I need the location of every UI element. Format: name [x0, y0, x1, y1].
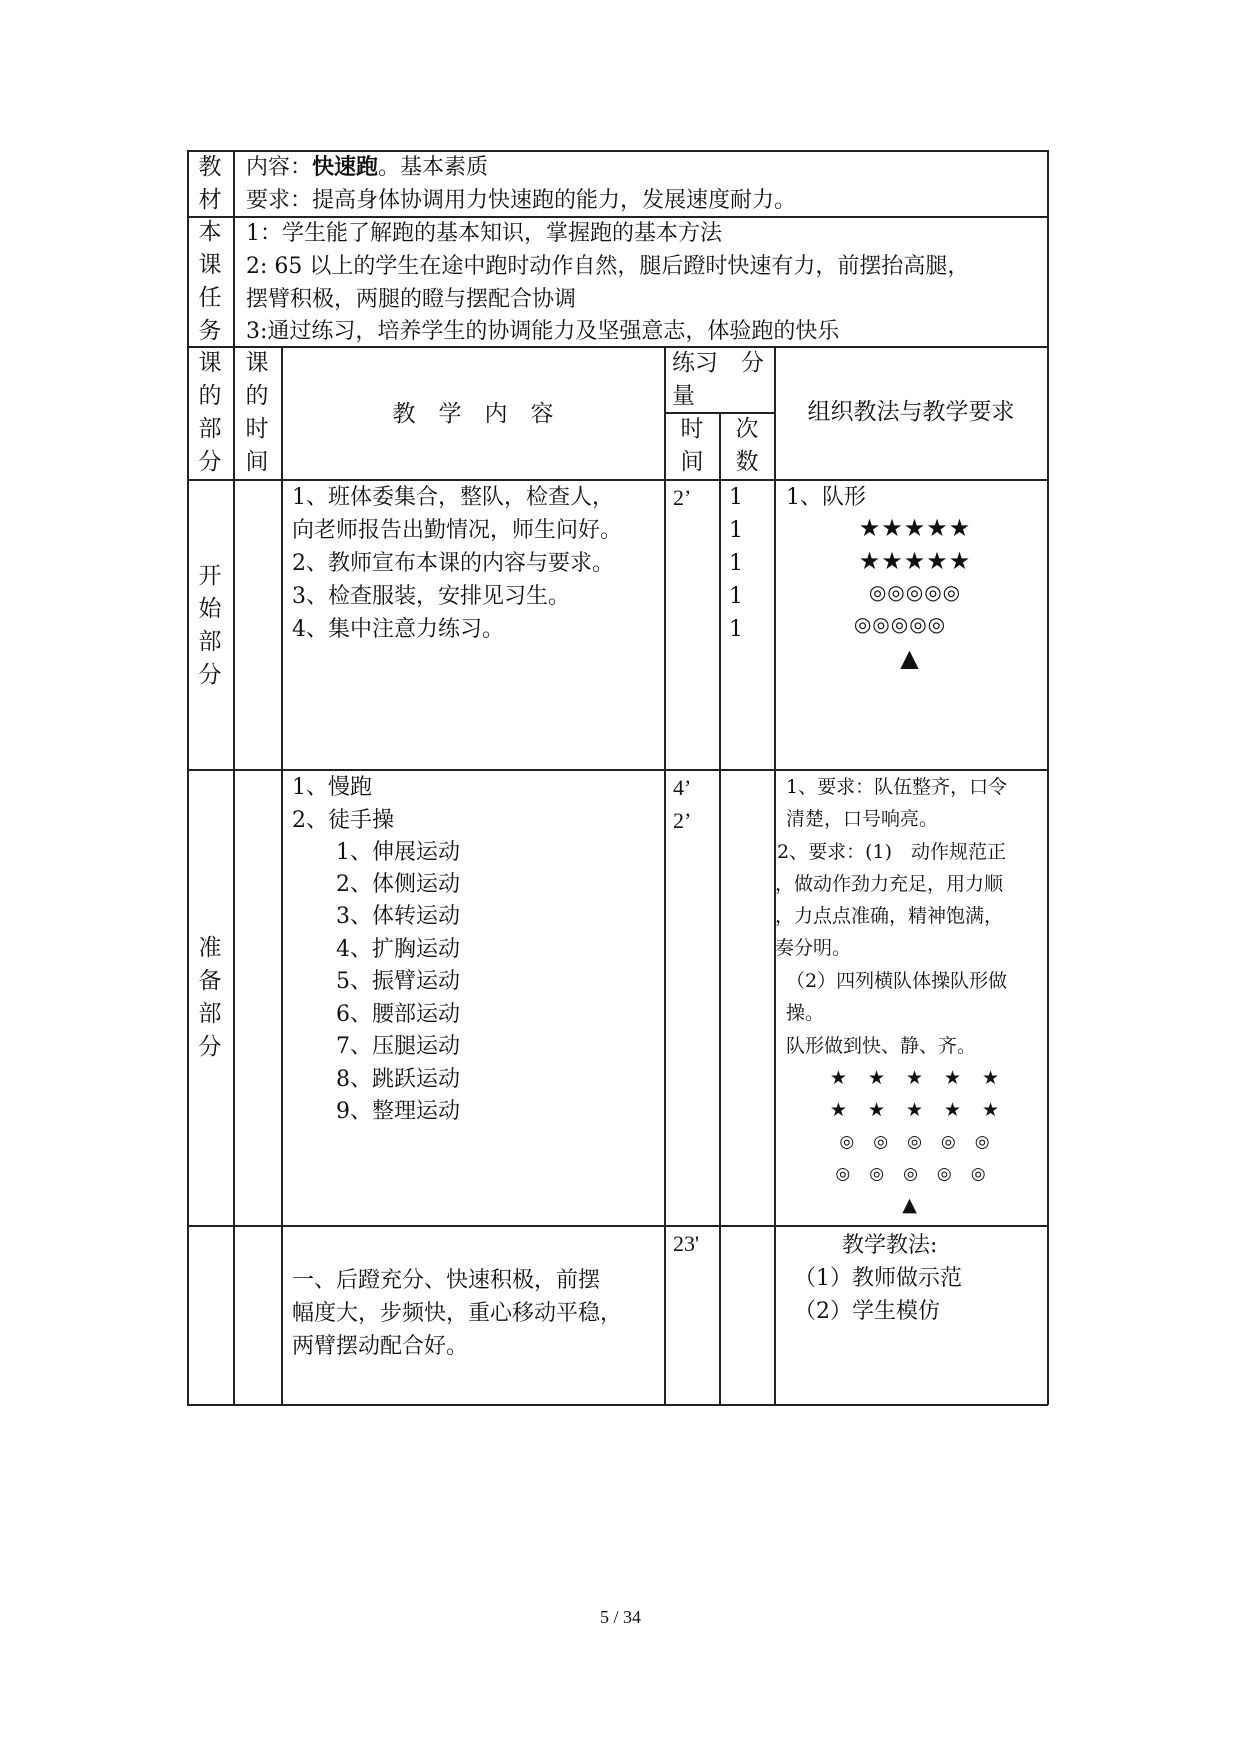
prep-content-line: 2、体侧运动	[336, 872, 460, 897]
start-count: 1	[729, 518, 743, 543]
table-border	[187, 1225, 1048, 1227]
prep-method-line: ，力点点准确，精神饱满，	[775, 905, 1004, 927]
task-item: 1：学生能了解跑的基本知识，掌握跑的基本方法	[246, 221, 722, 246]
formation-row: ◎ ◎ ◎ ◎ ◎	[835, 1164, 987, 1184]
start-count: 1	[729, 551, 743, 576]
start-content-line: 1、班体委集合，整队，检查人，	[292, 485, 614, 510]
main-time: 23'	[673, 1231, 699, 1256]
teacher-marker: ▲	[902, 1194, 918, 1216]
formation-row: ★ ★ ★ ★ ★	[829, 1099, 1001, 1121]
prep-content-line: 1、伸展运动	[336, 840, 460, 865]
table-border	[719, 412, 721, 1405]
prep-content-line: 6、腰部运动	[336, 1002, 460, 1027]
page-number: 5 / 34	[599, 1607, 641, 1627]
header-content: 教 学 内 容	[392, 401, 554, 427]
table-border	[1047, 150, 1049, 1405]
material-content	[246, 151, 488, 184]
start-content-line: 4、集中注意力练习。	[292, 617, 504, 642]
prep-method-line: 奏分明。	[775, 937, 852, 959]
header-load-text: 练习 分量	[672, 350, 764, 409]
prep-content-line: 3、体转运动	[336, 904, 460, 929]
formation-row: ★★★★★	[858, 514, 972, 542]
formation-row: ◎◎◎◎◎	[853, 612, 947, 636]
header-load-count	[727, 413, 767, 479]
material-content-suffix: 。基本素质	[378, 155, 489, 180]
header-load	[672, 347, 772, 413]
start-label	[190, 560, 230, 692]
tasks-label-text: 本课任务	[198, 219, 222, 344]
table-border	[664, 346, 666, 1405]
prep-method-line: ，做动作劲力充足，用力顺	[775, 873, 1004, 895]
prep-method-line: 操。	[786, 1002, 825, 1024]
table-border	[233, 150, 235, 1405]
main-method-line: （2）学生模仿	[794, 1299, 940, 1324]
main-content-line: 幅度大，步频快，重心移动平稳，	[292, 1301, 623, 1326]
tasks-label	[190, 216, 230, 348]
main-content-line: 一、后蹬充分、快速积极，前摆	[292, 1268, 601, 1293]
main-method-line: （1）教师做示范	[794, 1266, 962, 1291]
start-content-line: 2、教师宣布本课的内容与要求。	[292, 551, 614, 576]
material-content-bold: 快速跑	[312, 154, 379, 180]
formation-row: ★★★★★	[858, 547, 972, 575]
prep-method-line: 队形做到快、静、齐。	[786, 1035, 977, 1057]
prep-time: 4’	[673, 775, 692, 800]
start-count: 1	[729, 584, 743, 609]
prep-content-line: 4、扩胸运动	[336, 937, 460, 962]
start-label-text: 开始部分	[198, 563, 222, 688]
main-method-line: 教学教法:	[842, 1233, 938, 1258]
prep-label	[190, 932, 230, 1064]
table-border	[187, 1404, 1048, 1406]
task-item: 摆臂积极，两腿的瞪与摆配合协调	[246, 287, 577, 312]
prep-method-line: 1、要求：队伍整齐，口令	[786, 776, 1008, 798]
header-part-text: 课的部分	[198, 350, 222, 475]
prep-method-line: 清楚，口号响亮。	[786, 808, 939, 830]
task-item: 2: 65 以上的学生在途中跑时动作自然，腿后蹬时快速有力，前摆抬高腿，	[246, 254, 970, 279]
material-content-prefix: 内容：	[246, 155, 313, 180]
material-label	[190, 151, 230, 217]
start-time: 2’	[673, 485, 692, 510]
start-content-line: 3、检查服装，安排见习生。	[292, 584, 570, 609]
prep-time: 2’	[673, 808, 692, 833]
teacher-marker: ▲	[900, 644, 920, 672]
formation-row: ◎ ◎ ◎ ◎ ◎	[839, 1132, 991, 1152]
table-border	[187, 150, 189, 1405]
header-load-count-text: 次数	[735, 416, 759, 475]
header-method: 组织教法与教学要求	[807, 399, 1015, 425]
prep-content-line: 5、振臂运动	[336, 969, 460, 994]
header-load-time	[672, 413, 712, 479]
prep-content-line: 2、徒手操	[292, 808, 394, 833]
prep-content-line: 7、压腿运动	[336, 1034, 460, 1059]
main-content-line: 两臂摆动配合好。	[292, 1334, 469, 1359]
formation-row: ◎◎◎◎◎	[868, 580, 962, 604]
task-item: 3:通过练习，培养学生的协调能力及坚强意志，体验跑的快乐	[246, 319, 840, 344]
header-part	[190, 347, 230, 479]
header-time	[237, 347, 277, 479]
start-method-title: 1、队形	[786, 485, 866, 510]
prep-method-line: （2）四列横队体操队形做	[786, 970, 1008, 992]
table-border	[281, 346, 283, 1405]
prep-label-text: 准备部分	[198, 935, 222, 1060]
material-requirement: 要求：提高身体协调用力快速跑的能力，发展速度耐力。	[246, 188, 797, 213]
start-count: 1	[729, 617, 743, 642]
header-load-time-text: 时间	[680, 416, 704, 475]
start-count: 1	[729, 485, 743, 510]
formation-row: ★ ★ ★ ★ ★	[829, 1067, 1001, 1089]
material-label-text: 教材	[198, 154, 222, 213]
start-content-line: 向老师报告出勤情况，师生问好。	[292, 518, 623, 543]
prep-content-line: 1、慢跑	[292, 775, 372, 800]
prep-method-line: 2、要求：(1) 动作规范正	[777, 841, 1007, 863]
prep-content-line: 9、整理运动	[336, 1099, 460, 1124]
header-time-text: 课的时间	[245, 350, 269, 475]
prep-content-line: 8、跳跃运动	[336, 1067, 460, 1092]
